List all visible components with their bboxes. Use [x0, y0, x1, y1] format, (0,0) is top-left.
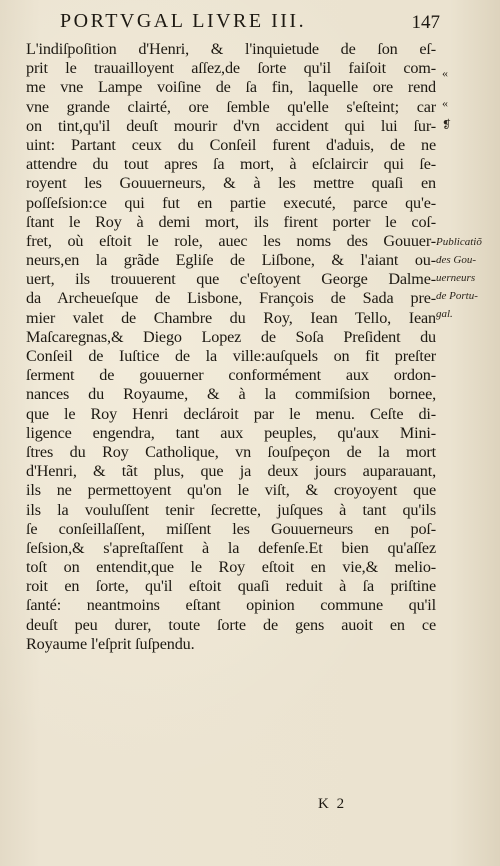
marginal-note-line: Publicatiõ	[436, 236, 482, 248]
marginal-note-line: gal.	[436, 308, 453, 320]
text-line: que le Roy Henri declároit par le menu. Ceſte di-	[26, 404, 436, 423]
text-line: roit en ſorte, qu'il eſtoit quaſi reduit à ſa priſtine	[26, 577, 436, 596]
text-line: Conſeil de Iuſtice de la ville:auſquels on fit preſter	[26, 347, 436, 365]
text-line: me vne Lampe voiſine de ſa fin, laquelle ore rend	[26, 78, 436, 97]
text-line: prit le trauailloyent aſſez,de ſorte qu'il faiſoit com-	[26, 59, 436, 78]
text-line: fret, où eſtoit le role, auec les noms des Gouuer-	[26, 231, 436, 250]
text-line: ſerment de gouuerner conformément aux ordon-	[26, 366, 436, 385]
marginal-note-line: de Portu-	[436, 290, 478, 302]
pilcrow-mark: ❡	[442, 119, 452, 131]
margin-quote-mark: «	[442, 66, 448, 80]
text-line: ſanté: neantmoins eſtant opinion commune qu'il	[26, 596, 436, 615]
text-line: nances du Royaume, & à la commiſsion bornee,	[26, 385, 436, 404]
text-line: Maſcaregnas,& Diego Lopez de Soſa Preſident du	[26, 327, 436, 346]
text-line: da Archeueſque de Lisbone, François de Sada pre-	[26, 289, 436, 308]
marginal-note	[436, 235, 496, 325]
text-line: uert, ils trouuerent que c'eſtoyent George Dalme-	[26, 270, 436, 289]
text-line: ſeſsion,& s'apreſtaſſent à la defenſe.Et bien qu'aſſez	[26, 538, 436, 557]
margin-quote-mark: «	[442, 96, 448, 110]
text-line: vne grande clairté, ore ſemble qu'elle s'eſteint; car	[26, 97, 436, 116]
running-head	[60, 10, 440, 36]
text-line: ligence engendra, tant aux peuples, qu'aux Mini-	[26, 423, 436, 442]
text-line: ils la vouluſſent tenir ſecrette, juſques à tant qu'ils	[26, 500, 436, 519]
text-line: uint: Partant ceux du Conſeil furent d'aduis, de ne	[26, 135, 436, 154]
text-line: ſtres du Roy Catholique, vn ſouſpeçon de la mort	[26, 442, 436, 461]
text-line: neurs,en la grãde Egliſe de Liſbone, & l'aiant ou-	[26, 251, 436, 270]
running-title: PORTVGAL LIVRE III.	[60, 10, 307, 32]
text-line: Royaume l'eſprit ſuſpendu.	[26, 634, 195, 653]
text-line: ſe conſeillaſſent, miſſent les Gouuerneurs en poſ-	[26, 519, 436, 538]
text-line: royent les Gouuerneurs, & à les mettre quaſi en	[26, 174, 436, 193]
text-line: attendre du tout apres ſa mort, à eſclaircir qui ſe-	[26, 155, 436, 174]
text-line: mier valet de Chambre du Roy, Iean Tello, Iean	[26, 308, 436, 327]
text-line: poſſeſsion:ce qui fut en partie executé, parce qu'e-	[26, 193, 436, 212]
text-line: d'Henri, & tãt plus, que ja deux jours auparauant,	[26, 462, 436, 481]
text-line: ils ne permettoyent qu'on le viſt, & croyoyent que	[26, 481, 436, 500]
body-text	[26, 40, 436, 654]
text-line: toſt on entendit,que le Roy eſtoit en vie,& melio-	[26, 558, 436, 577]
text-line: deuſt peu durer, toute ſorte de gens auoit en ce	[26, 615, 436, 634]
text-line: ſtant le Roy à demi mort, ils firent porter le coſ-	[26, 212, 436, 231]
text-line: on tint,qu'il deuſt mourir d'vn accident qui lui ſur-	[26, 116, 436, 135]
page-number: 147	[411, 12, 440, 33]
marginal-note-line: uerneurs	[436, 272, 476, 284]
marginal-note-line: des Gou-	[436, 254, 477, 266]
text-line: L'indiſpoſition d'Henri, & l'inquietude de ſon eſ-	[26, 40, 436, 58]
signature-mark: K 2	[318, 796, 347, 812]
